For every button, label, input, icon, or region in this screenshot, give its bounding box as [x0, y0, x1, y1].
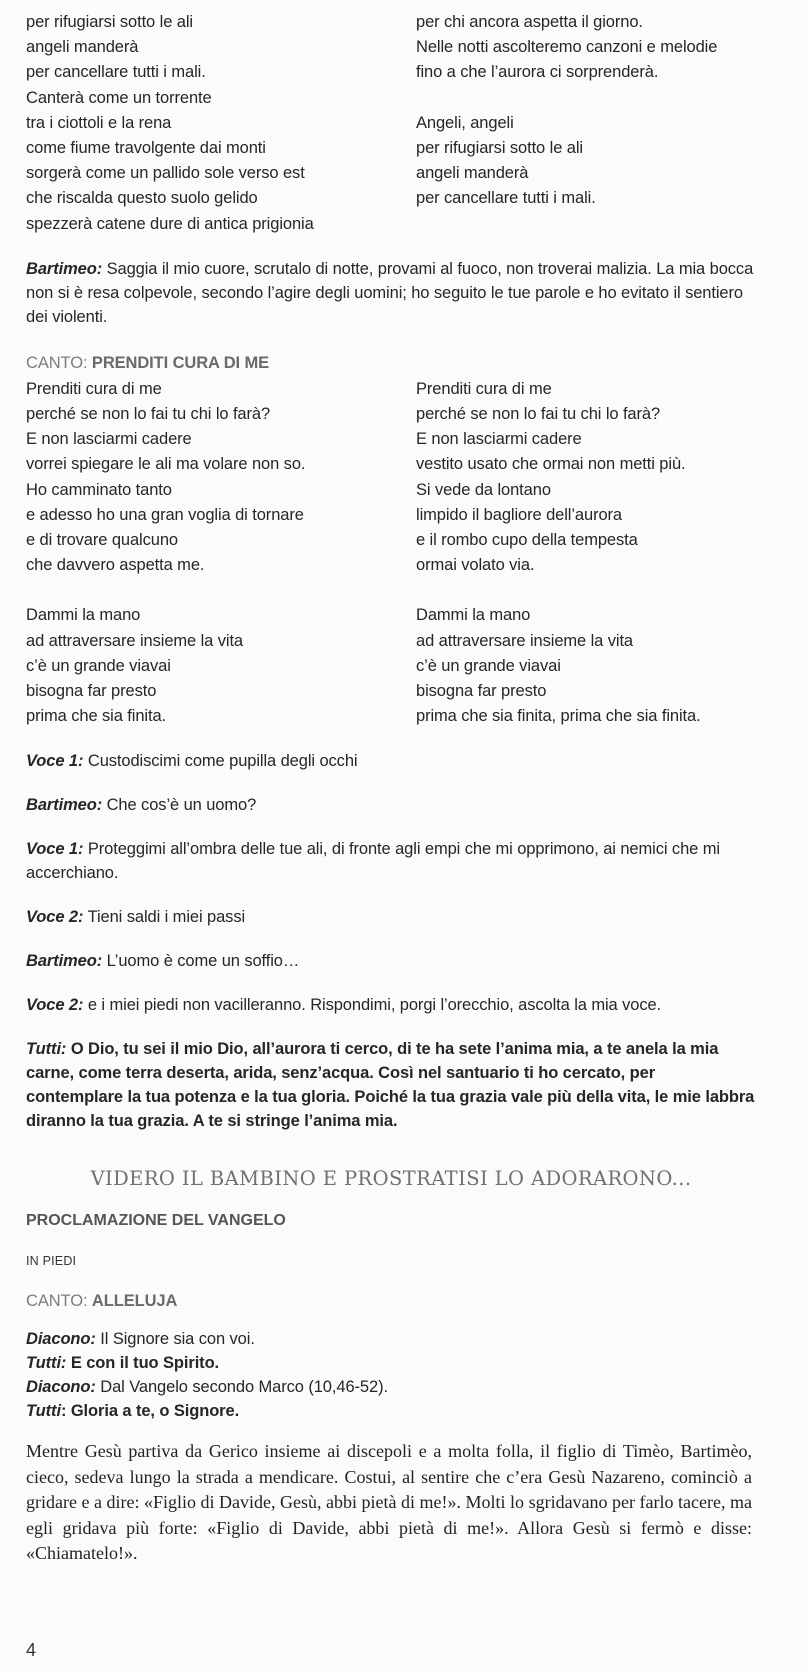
canto-prefix: CANTO: [26, 1292, 88, 1311]
speaker-text: Custodiscimi come pupilla degli occhi [87, 752, 358, 771]
lyric-line: c’è un grande viavai [26, 656, 171, 675]
lyric-line: Prenditi cura di me [416, 379, 552, 398]
dialogue-line [26, 949, 756, 973]
lyric-line: per rifugiarsi sotto le ali [416, 138, 583, 157]
speaker-text: O Dio, tu sei il mio Dio, all’aurora ti cerco, di te ha sete l’anima mia, a te anela la mia carne, come terra deserta, arida, senz’acqua. Così nel santuario ti ho cercato, per contemplare la tua potenza e la tua gloria. Poiché la tua grazia vale più della vita, le mie labbra diranno la tua grazia. A te si stringe l’anima mia. [26, 1040, 755, 1131]
speaker-label: Bartimeo: [26, 259, 103, 278]
speaker-label: Voce 2: [26, 908, 84, 927]
canto-heading [26, 1289, 756, 1313]
lyric-line: c’è un grande viavai [416, 656, 561, 675]
speaker-label: Tutti: [26, 1040, 67, 1059]
dialogue-line [26, 749, 756, 773]
lyric-line: che riscalda questo suolo gelido [26, 189, 258, 208]
bartimeo-paragraph [26, 257, 756, 329]
speaker-label: Diacono: [26, 1378, 96, 1397]
speaker-label: Voce 1: [26, 752, 84, 771]
canto-title: PRENDITI CURA DI ME [91, 353, 270, 372]
lyric-line: angeli manderà [416, 164, 529, 183]
page-number: 4 [26, 1640, 37, 1660]
lyric-line: E non lasciarmi cadere [416, 430, 582, 449]
lyric-line: ad attraversare insieme la vita [26, 631, 243, 650]
lyric-line: e di trovare qualcuno [26, 531, 178, 550]
speaker-label: Diacono: [26, 1330, 96, 1349]
liturgy-line [26, 1351, 756, 1375]
dialogue-line [26, 793, 756, 817]
tutti-prayer [26, 1037, 756, 1133]
speaker-text: Gloria a te, o Signore. [70, 1402, 240, 1421]
lyric-line: per cancellare tutti i mali. [416, 189, 596, 208]
speaker-label: Bartimeo: [26, 796, 103, 815]
lyric-line: ormai volato via. [416, 556, 535, 575]
liturgy-responses [26, 1327, 756, 1423]
speaker-text: e i miei piedi non vacilleranno. Rispondimi, porgi l’orecchio, ascolta la mia voce. [87, 996, 662, 1015]
song-verse-columns [26, 377, 756, 730]
lyric-line: che davvero aspetta me. [26, 556, 205, 575]
lyric-line: per rifugiarsi sotto le ali [26, 13, 193, 31]
lyric-line: sorgerà come un pallido sole verso est [26, 164, 305, 183]
lyric-line: ad attraversare insieme la vita [416, 631, 633, 650]
lyric-line: Canterà come un torrente [26, 88, 212, 107]
speaker-text: Dal Vangelo secondo Marco (10,46-52). [100, 1378, 388, 1397]
speaker-colon: : [60, 1402, 67, 1421]
speaker-label: Bartimeo: [26, 952, 103, 971]
canto-title: ALLELUJA [91, 1292, 178, 1311]
speaker-label: Tutti: [26, 1354, 67, 1373]
lyric-line: Dammi la mano [26, 606, 141, 625]
canto-prefix: CANTO: [26, 353, 88, 372]
lyric-line: e il rombo cupo della tempesta [416, 531, 638, 550]
page-content [26, 10, 756, 1567]
lyric-line: Angeli, angeli [416, 113, 514, 132]
lyric-line: perché se non lo fai tu chi lo farà? [26, 405, 271, 424]
liturgy-line [26, 1327, 756, 1351]
lyric-line: limpido il bagliore dell’aurora [416, 505, 623, 524]
lyric-line: vestito usato che ormai non metti più. [416, 455, 686, 474]
speaker-text: Saggia il mio cuore, scrutalo di notte, provami al fuoco, non troverai malizia. La mia bocca non si è resa colpevole, secondo l’agire degli uomini; ho seguito le tue parole e ho evitato il sentiero dei violenti. [26, 259, 754, 326]
lyric-line: e adesso ho una gran voglia di tornare [26, 505, 304, 524]
dialogue-line [26, 993, 756, 1017]
lyric-line: vorrei spiegare le ali ma volare non so. [26, 455, 306, 474]
lyric-line: bisogna far presto [416, 682, 547, 701]
lyric-line: fino a che l’aurora ci sorprenderà. [416, 63, 659, 82]
song-verse-columns [26, 10, 756, 237]
speaker-text: Che cos’è un uomo? [106, 796, 257, 815]
lyric-line: perché se non lo fai tu chi lo farà? [416, 405, 661, 424]
speaker-label: Voce 1: [26, 840, 84, 859]
speaker-text: E con il tuo Spirito. [70, 1354, 220, 1373]
gospel-text: Mentre Gesù partiva da Gerico insieme ai discepoli e a molta folla, il figlio di Timèo, Bartimèo, cieco, sedeva lungo la strada a mendicare. Costui, al sentire che c’era Gesù Nazareno, cominciò a gridare e a dire: «Figlio di Davide, Gesù, abbi pietà di me!». Molti lo sgridavano per farlo tacere, ma egli gridava più forte: «Figlio di Davide, abbi pietà di me!». Allora Gesù si fermò e disse: «Chiamatelo!». [26, 1441, 752, 1564]
dialogue-line [26, 905, 756, 929]
lyric-line: come fiume travolgente dai monti [26, 139, 266, 158]
speaker-label: Voce 2: [26, 996, 84, 1015]
lyric-line: E non lasciarmi cadere [26, 430, 192, 449]
song-right-column [416, 377, 756, 730]
lyric-line: prima che sia finita, prima che sia finita. [416, 707, 701, 726]
song-left-column [26, 377, 416, 730]
proclamation-heading: PROCLAMAZIONE DEL VANGELO [26, 1212, 286, 1230]
lyric-line: per cancellare tutti i mali. [26, 63, 206, 82]
song-left-column [26, 10, 416, 237]
lyric-line: Ho camminato tanto [26, 480, 172, 499]
lyric-line: tra i ciottoli e la rena [26, 113, 172, 132]
lyric-line: per chi ancora aspetta il giorno. [416, 13, 643, 31]
lyric-line: Nelle notti ascolteremo canzoni e melodie [416, 38, 718, 57]
speaker-text: Proteggimi all’ombra delle tue ali, di fronte agli empi che mi opprimono, ai nemici che mi accerchiano. [26, 840, 720, 883]
speaker-label: Tutti [26, 1402, 61, 1421]
song-right-column [416, 10, 756, 237]
canto-heading [26, 351, 756, 375]
lyric-line: spezzerà catene dure di antica prigionia [26, 214, 314, 233]
lyric-line: prima che sia finita. [26, 707, 167, 726]
lyric-line: bisogna far presto [26, 682, 157, 701]
section-title: VIDERO IL BAMBINO E PROSTRATISI LO ADORARONO... [90, 1167, 692, 1191]
lyric-line: Dammi la mano [416, 606, 531, 625]
speaker-text: Tieni saldi i miei passi [87, 908, 246, 927]
dialogue-line [26, 837, 756, 885]
liturgy-line [26, 1399, 756, 1423]
lyric-line: Si vede da lontano [416, 480, 551, 499]
rubric-in-piedi: IN PIEDI [26, 1254, 77, 1269]
speaker-text: Il Signore sia con voi. [100, 1330, 255, 1349]
lyric-line: Prenditi cura di me [26, 379, 162, 398]
speaker-text: L’uomo è come un soffio… [106, 952, 300, 971]
lyric-line: angeli manderà [26, 38, 139, 57]
liturgy-line [26, 1375, 756, 1399]
